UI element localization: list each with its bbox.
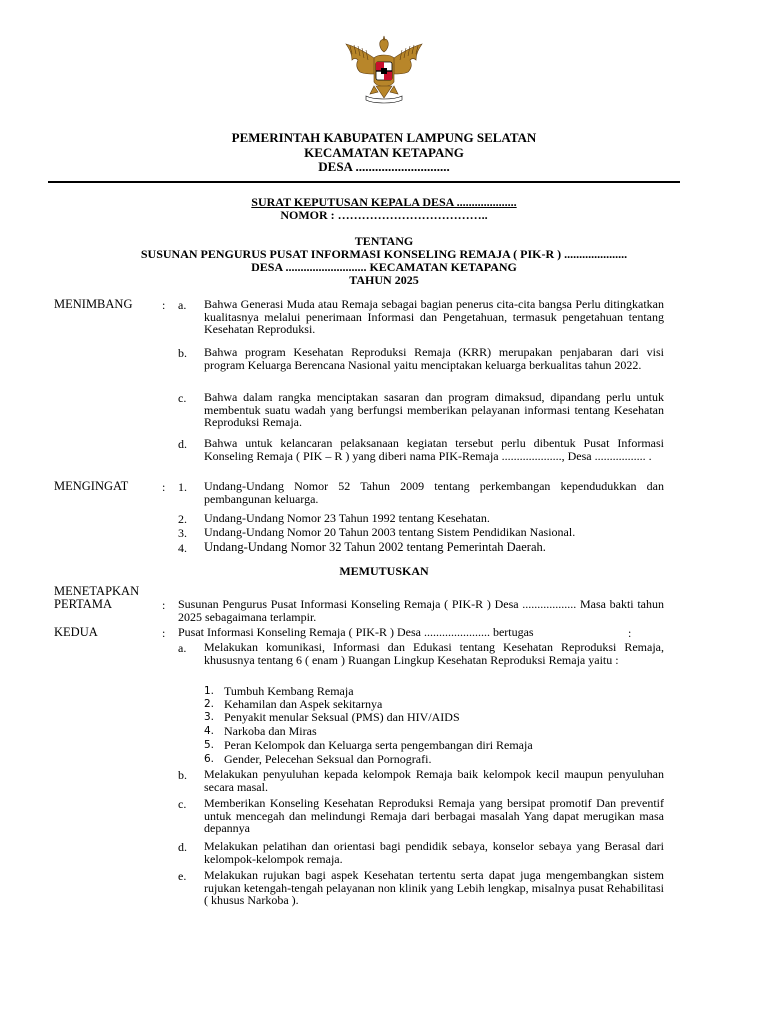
menimbang-item: Bahwa Generasi Muda atau Remaja sebagai bagian penerus cita-cita bangsa Perlu ditingkatkan kualitasnya melalui penerimaan Informasi dan Pengetahuan, termasuk pengetahuan tentang Kesehatan Reproduksi. (204, 297, 664, 336)
section-mengingat-label: MENGINGAT (54, 479, 129, 493)
header-government: PEMERINTAH KABUPATEN LAMPUNG SELATAN (231, 130, 537, 145)
garuda-emblem-icon (338, 34, 430, 110)
section-pertama-colon: : (162, 598, 166, 612)
subitem: Kehamilan dan Aspek sekitarnya (224, 697, 383, 711)
subitem: Penyakit menular Seksual (PMS) dan HIV/AIDS (224, 710, 460, 724)
kedua-marker: c. (178, 797, 187, 811)
menimbang-marker: d. (178, 437, 187, 451)
mengingat-marker: 4. (178, 541, 187, 555)
header-divider (48, 181, 680, 183)
kedua-item: Melakukan komunikasi, Informasi dan Edukasi tentang Kesehatan Reproduksi Remaja, khususnya tentang 6 ( enam ) Ruangan Lingkup Kesehatan Reproduksi Remaja yaitu : (204, 640, 664, 667)
decree-number: NOMOR : ……………………………….. (280, 208, 488, 222)
section-mengingat-colon: : (162, 480, 166, 494)
mengingat-marker: 2. (178, 512, 187, 526)
subitem-marker: 6. (204, 753, 215, 765)
menimbang-item: Bahwa untuk kelancaran pelaksanaan kegiatan tersebut perlu dibentuk Pusat Informasi Konseling Remaja ( PIK – R ) yang diberi nama PIK-Remaja ...................., Desa ................. . (204, 436, 664, 463)
subitem: Narkoba dan Miras (224, 724, 317, 738)
subitem-marker: 4. (204, 725, 215, 737)
memutuskan-heading: MEMUTUSKAN (339, 564, 429, 578)
header-village: DESA ............................. (318, 159, 450, 174)
subitem: Gender, Pelecehan Seksual dan Pornografi. (224, 752, 432, 766)
menimbang-marker: c. (178, 391, 187, 405)
kedua-item: Melakukan pelatihan dan orientasi bagi pendidik sebaya, konselor sebaya yang Berasal dari kelompok-kelompok remaja. (204, 839, 664, 866)
subitem: Peran Kelompok dan Keluarga serta pengembangan diri Remaja (224, 738, 533, 752)
mengingat-item: Undang-Undang Nomor 52 Tahun 2009 tentang perkembangan kependudukkan dan pembangunan keluarga. (204, 479, 664, 506)
kedua-marker: e. (178, 869, 187, 883)
mengingat-item: Undang-Undang Nomor 20 Tahun 2003 tentang Sistem Pendidikan Nasional. (204, 525, 576, 539)
subitem: Tumbuh Kembang Remaja (224, 684, 354, 698)
section-menimbang-label: MENIMBANG (54, 297, 133, 311)
menimbang-item: Bahwa program Kesehatan Reproduksi Remaja (KRR) merupakan penjabaran dari visi program Keluarga Berencana Nasional yaitu menciptakan keluarga berkualitas tahun 2022. (204, 345, 664, 372)
section-kedua-label: KEDUA (54, 625, 98, 639)
kedua-item: Memberikan Konseling Kesehatan Reproduksi Remaja yang bersipat promotif Dan preventif untuk mencegah dan melindungi Remaja dari berbagai masalah Yang dapat merugikan masa depannya (204, 796, 664, 835)
kedua-marker: d. (178, 840, 187, 854)
section-pertama-label: PERTAMA (54, 597, 112, 611)
subitem-marker: 3. (204, 711, 215, 723)
header-district: KECAMATAN KETAPANG (304, 145, 464, 160)
decree-about: TENTANG (354, 234, 414, 248)
subitem-marker: 1. (204, 685, 215, 697)
subitem-marker: 2. (204, 698, 215, 710)
kedua-text-colon: : (628, 626, 632, 640)
section-menimbang-colon: : (162, 298, 166, 312)
decree-title: SURAT KEPUTUSAN KEPALA DESA .................... (251, 195, 517, 209)
decree-year: TAHUN 2025 (349, 273, 419, 287)
section-menetapkan-label: MENETAPKAN (54, 584, 140, 598)
mengingat-marker: 1. (178, 480, 187, 494)
kedua-item: Melakukan rujukan bagi aspek Kesehatan tertentu serta dapat juga mengembangkan sistem rujukan ketengah-tengah pelayanan non klinik yang Lebih lengkap, misalnya pusat Rehabilitasi ( khusus Narkoba ). (204, 868, 664, 907)
section-kedua-colon: : (162, 626, 166, 640)
kedua-text: Pusat Informasi Konseling Remaja ( PIK-R ) Desa ...................... bertugas (178, 625, 534, 639)
mengingat-item: Undang-Undang Nomor 32 Tahun 2002 tentang Pemerintah Daerah. (204, 540, 546, 554)
menimbang-marker: a. (178, 298, 187, 312)
mengingat-marker: 3. (178, 526, 187, 540)
menimbang-item: Bahwa dalam rangka menciptakan sasaran dan program dimaksud, dipandang perlu untuk membentuk suatu wadah yang berfungsi memberikan pelayanan informasi tentang Kesehatan Reproduksi Remaja. (204, 390, 664, 429)
kedua-marker: b. (178, 768, 187, 782)
pertama-text: Susunan Pengurus Pusat Informasi Konseling Remaja ( PIK-R ) Desa .................. Masa bakti tahun 2025 sebagaimana terlampir. (178, 597, 664, 624)
kedua-marker: a. (178, 641, 187, 655)
decree-subject-location: DESA ........................... KECAMATAN KETAPANG (251, 260, 517, 274)
kedua-item: Melakukan penyuluhan kepada kelompok Remaja baik kelompok kecil maupun penyuluhan secara masal. (204, 767, 664, 794)
mengingat-item: Undang-Undang Nomor 23 Tahun 1992 tentang Kesehatan. (204, 511, 490, 525)
menimbang-marker: b. (178, 346, 187, 360)
decree-subject: SUSUNAN PENGURUS PUSAT INFORMASI KONSELING REMAJA ( PIK-R ) ..................... (140, 247, 628, 261)
subitem-marker: 5. (204, 739, 215, 751)
